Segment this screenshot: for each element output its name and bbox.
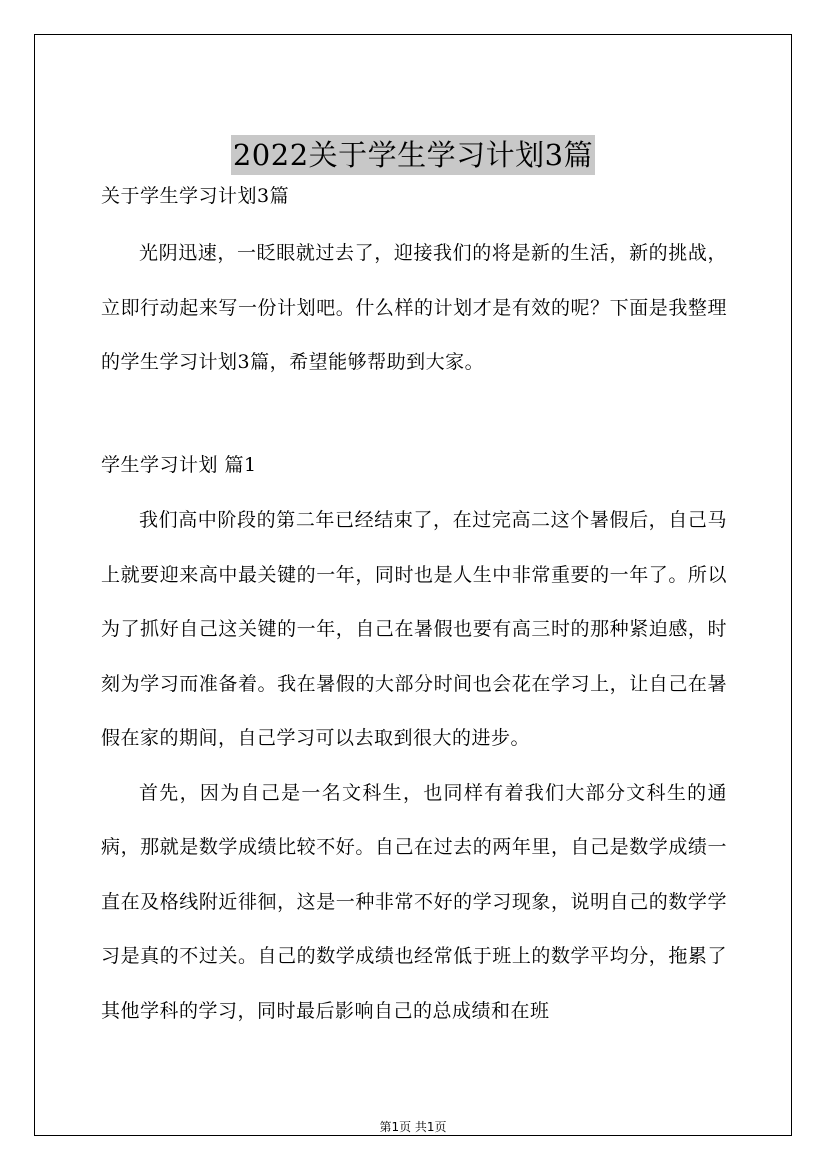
document-title: 2022关于学生学习计划3篇 (231, 135, 595, 175)
document-page (34, 34, 792, 1136)
intro-paragraph: 光阴迅速，一眨眼就过去了，迎接我们的将是新的生活，新的挑战，立即行动起来写一份计划吧。什么样的计划才是有效的呢？下面是我整理的学生学习计划3篇，希望能够帮助到大家。 (101, 242, 727, 373)
section-heading: 学生学习计划 篇1 (101, 454, 257, 476)
subtitle: 关于学生学习计划3篇 (101, 185, 290, 207)
page-footer: 第1页 共1页 (379, 1120, 447, 1134)
body-paragraph-2: 首先，因为自己是一名文科生，也同样有着我们大部分文科生的通病，那就是数学成绩比较不好。自己在过去的两年里，自己是数学成绩一直在及格线附近徘徊，这是一种非常不好的学习现象，说明自己的数学学习是真的不过关。自己的数学成绩也经常低于班上的数学平均分，拖累了其他学科的学习，同时最后影响自己的总成绩和在班 (101, 781, 727, 1022)
body-paragraph-1: 我们高中阶段的第二年已经结束了，在过完高二这个暑假后，自己马上就要迎来高中最关键的一年，同时也是人生中非常重要的一年了。所以为了抓好自己这关键的一年，自己在暑假也要有高三时的那种紧迫感，时刻为学习而准备着。我在暑假的大部分时间也会花在学习上，让自己在暑假在家的期间，自己学习可以去取到很大的进步。 (101, 509, 727, 749)
